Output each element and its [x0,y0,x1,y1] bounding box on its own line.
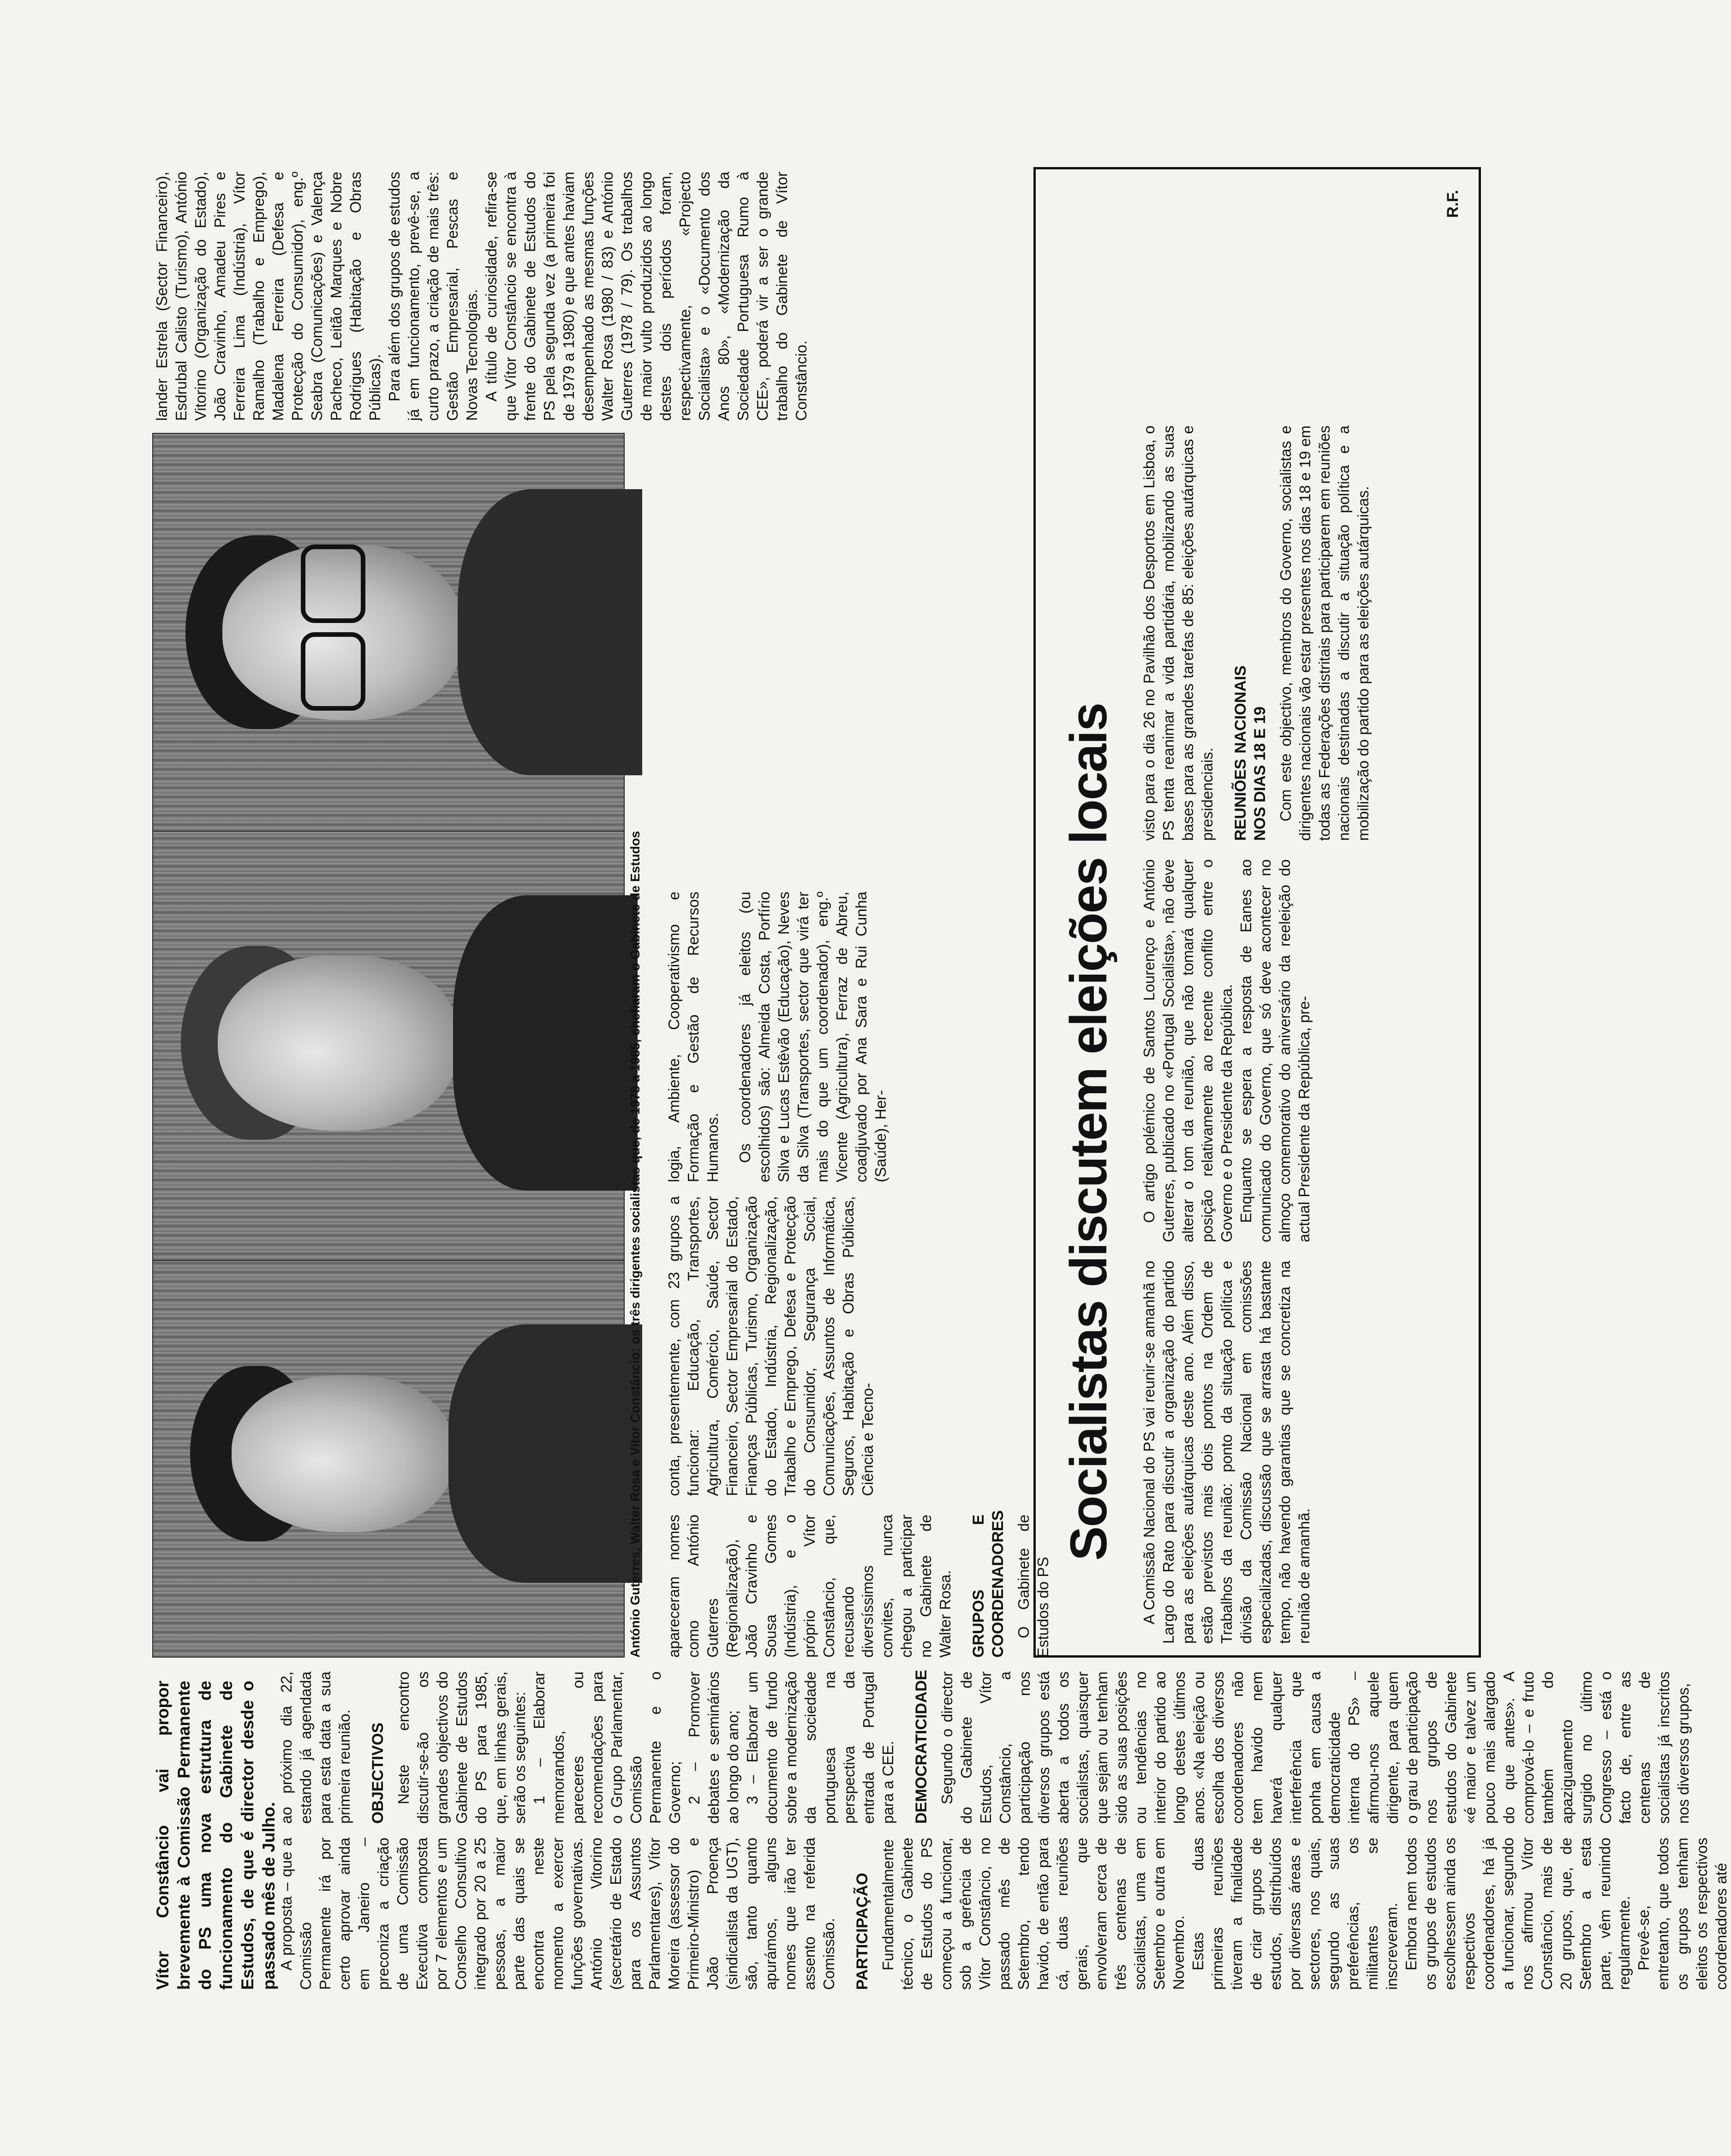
subheading-reunioes-nacionais: REUNIÕES NACIONAIS NOS DIAS 18 E 19 [1232,665,1269,841]
paragraph: Com este objectivo, membros do Governo, socialistas e dirigentes nacionais vão estar presentes nos dias 18 e 19 em todas as Federações distritais para participarem em reuniões nacionais destinadas a discutir a situação política e a mobilização do partido para as eleições autárquicas. [1277,425,1372,841]
paragraph: 2 – Promover debates e seminários ao longo do ano; [686,1671,741,1824]
column-4 [664,1196,1033,1496]
column-6 [152,172,1057,421]
paragraph: Estas duas primeiras reuniões tiveram a finalidade de criar grupos de estudos, distribuídos por diversas áreas e sectores, nos quais, segundo as suas preferências, os militantes se inscreveram. [1189,1838,1400,1990]
paragraph: A título de curiosidade, refira-se que Vítor Constâncio se encontra à frente do Gabinete de Estudos do PS pela segunda vez (a primeira foi de 1979 a 1980) e que antes haviam desempenhado as mesmas funções Walter Rosa (1980 / 83) e António Guterres (1978 / 79). Os trabalhos de maior vulto produzidos ao longo destes dois períodos foram, respectivamente, «Projecto Socialista» e o «Documento dos Anos 80», «Modernização da Sociedade Portuguesa Rumo à CEE», poderá vir a ser o grande trabalho do Gabinete de Vítor Constâncio. [483,172,810,421]
paragraph: A proposta – que a Comissão Permanente irá por certo aprovar ainda em Janeiro – preconiza a criação de uma Comissão Executiva composta por 7 elementos e um Conselho Consultivo integrado por 20 a 25 pessoas, a maior parte das quais se encontra neste momento a exercer funções governativas. António Vitorino (secretário de Estado para os Assuntos Parlamentares), Vítor Moreira (assessor do Primeiro-Ministro) e João Proença (sindicalista da UGT), são, tanto quanto apurámos, alguns nomes que irão ter assento na referida Comissão. [278,1838,837,1990]
paragraph: Enquanto se espera a resposta de Eanes ao comunicado do Governo, que só deve acontecer no almoço comemorativo do aniversário da reeleição do actual Presidente da República, pre- [1237,859,1313,1242]
column-2 [277,1670,1692,1824]
paragraph: Neste encontro discutir-se-ão os grandes objectivos do Gabinete de Estudos do PS para 1985, que, em linhas gerais, serão os seguintes: [395,1671,528,1824]
paragraph: logia, Ambiente, Cooperativismo e Formação e Gestão de Recursos Humanos. [665,892,721,1182]
paragraph: Os coordenadores já eleitos (ou escolhidos) são: Almeida Costa, Porfírio Silva e Lucas Estêvão (Educação), Neves da Silva (Transportes, sector que virá ter mais do que um coordenador), eng.º Vicente (Agricultura), Ferraz de Abreu, coadjuvado por Ana Sara e Rui Cunha (Saúde), Her- [736,892,889,1182]
paragraph: Segundo o director do Gabinete de Estudos, Vítor Constâncio, a participação nos diversos grupos está aberta a todos os socialistas, quaisquer que sejam ou tenham sido as suas posições ou tendências no interior do partido ao longo destes últimos anos. «Na eleição ou escolha dos diversos coordenadores não tem havido nem haverá qualquer interferência que ponha em causa a democraticidade interna do PS» – afirmou-nos aquele dirigente, para quem o grau de participação nos grupos de estudos do Gabinete «é maior e talvez um pouco mais alargado do que antes». A comprová-lo – e fruto também do apaziguamento surgido no último Congresso – está o facto de, entre as centenas de socialistas já inscritos nos diversos grupos, [938,1671,1692,1824]
column-3 [664,1510,1051,1658]
subheading-democraticidade: DEMOCRATICIDADE [913,1670,930,1824]
paragraph: conta, presentemente, com 23 grupos a funcionar: Educação, Transportes, Agricultura, Comércio, Saúde, Sector Financeiro, Sector Empresarial do Estado, Finanças Públicas, Turismo, Organização do Estado, Indústria, Regionalização, Trabalho e Emprego, Defesa e Protecção do Consumidor, Segurança Social, Comunicações, Assuntos de Informática, Seguros, Habitação e Obras Públicas, Ciência e Tecno- [665,1196,876,1496]
paragraph: 3 – Elaborar um documento de fundo sobre a modernização da sociedade portuguesa na perspectiva da entrada de Portugal para a CEE. [744,1671,896,1824]
paragraph: apareceram nomes como António Guterres (Regionalização), João Cravinho e Sousa Gomes (Indústria), e o próprio Vítor Constâncio, que, recusando diversíssimos convites, nunca chegou a participar no Gabinete de Walter Rosa. [665,1515,954,1658]
paragraph: Embora nem todos os grupos de estudos escolhessem ainda os respectivos coordenadores, há já a funcionar, segundo nos afirmou Vítor Constâncio, mais de 20 grupos, que, de Setembro a esta parte, vêm reunindo regularmente. [1403,1838,1633,1990]
box-column-2 [1140,425,1472,841]
paragraph: Para além dos grupos de estudos já em funcionamento, prevê-se, a curto prazo, a criação de mais três: Gestão Empresarial, Pescas e Novas Tecnologias. [386,172,480,421]
paragraph: lander Estrela (Sector Financeiro), Esdrubal Calisto (Turismo), António Vitorino (Organização do Estado), João Cravinho, Amadeu Pires e Ferreira Lima (Indústria), Vítor Ramalho (Trabalho e Emprego), Madalena Ferreira (Defesa e Protecção do Consumidor), eng.º Seabra (Comunicações) e Valença Pacheco, Leitão Marques e Nobre Rodrigues (Habitação e Obras Públicas). [153,172,383,421]
photo-antonio-guterres [152,1259,625,1658]
paragraph: visto para o dia 26 no Pavilhão dos Desportos em Lisboa, o PS tenta reanimar a vida partidária, mobilizando as suas bases para as grandes tarefas de 85: eleições autárquicas e presidenciais. [1140,425,1216,841]
subheading-grupos-coordenadores: GRUPOS E COORDENADORES [970,1510,1007,1658]
paragraph: O Gabinete de Estudos do PS [1015,1515,1051,1658]
paragraph: ao próximo dia 22, estando já agendada para esta data a sua primeira reunião. [278,1671,353,1824]
box-headline: Socialistas discutem eleições locais [1060,703,1117,1561]
column-1 [277,1838,1730,1990]
paragraph: Fundamentalmente técnico, o Gabinete de Estudos do PS começou a funcionar, sob a gerência de Vítor Constâncio, no passado mês de Setembro, tendo havido, de então para cá, duas reuniões gerais, que envolveram cerca de três centenas de socialistas, uma em Setembro e outra em Novembro. [879,1838,1187,1990]
photo-walter-rosa [152,830,625,1261]
subheading-participacao: PARTICIPAÇÃO [854,1873,871,1990]
column-5 [664,892,1033,1182]
photo-vitor-constancio [152,433,625,832]
paragraph: O artigo polémico de Santos Lourenço e António Guterres, publicado no «Portugal Socialista», não deve alterar o tom da reunião, que não tomará qualquer posição relativamente ao recente conflito entre o Governo e o Presidente da República. [1140,859,1235,1242]
paragraph: Prevê-se, entretanto, que todos os grupos tenham eleitos os respectivos coordenadores até [1635,1838,1730,1990]
author-signature: R.F. [1444,190,1462,218]
lead-paragraph: Vítor Constâncio vai propor brevemente à Comissão Permanente do PS uma nova estrutura de funcionamento do Gabinete de Estudos, de que é director desde o passado mês de Julho. [153,1681,278,1990]
paragraph: 1 – Elaborar memorandos, pareceres ou recomendações para o Grupo Parlamentar, Comissão Permanente e o Governo; [531,1671,683,1824]
subheading-objectivos: OBJECTIVOS [369,1722,387,1824]
paragraph: A Comissão Nacional do PS vai reunir-se amanhã no Largo do Rato para discutir a organização do partido para as eleições autárquicas deste ano. Além disso, estão previstos mais dois pontos na Ordem de Trabalhos da reunião: ponto da situação política e divisão da Comissão Nacional em comissões especializadas, discussão que se arrasta há bastante tempo, não havendo garantias que se concretiza na reunião de amanhã. [1140,1261,1313,1644]
photo-caption: António Guterres, Walter Rosa e Vítor Constâncio: os três dirigentes socialistas que, de 1978 a 1985, chefiaram o Gabinete de Estudos [628,831,642,1658]
box-column-1 [1140,859,1472,1644]
